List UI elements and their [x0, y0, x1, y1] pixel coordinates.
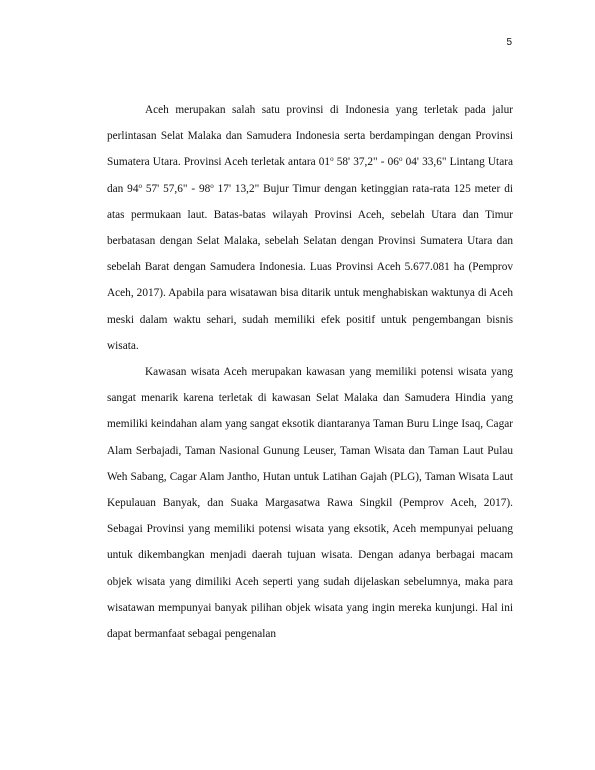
degree-superscript: o [138, 181, 142, 190]
text-run: 58' 37,2" - 06 [333, 156, 399, 169]
text-run: Kawasan wisata Aceh merupakan kawasan yang memiliki potensi wisata yang sangat menarik karena terletak di kawasan Selat Malaka dan Samudera Hindia yang memiliki keindahan alam yang sangat eksotik diantaranya Taman Buru Linge Isaq, Cagar Alam Serbajadi, Taman Nasional Gunung Leuser, Taman Wisata dan Taman Laut Pulau Weh Sabang, Cagar Alam Jantho, Hutan untuk Latihan Gajah (PLG), Taman Wisata Laut Kepulauan Banyak, dan Suaka Margasatwa Rawa Singkil (Pemprov Aceh, 2017). Sebagai Provinsi yang memiliki potensi wisata yang eksotik, Aceh mempunyai peluang untuk dikembangkan menjadi daerah tujuan wisata. Dengan adanya berbagai macam objek wisata yang dimiliki Aceh seperti yang sudah dijelaskan sebelumnya, maka para wisatawan mempunyai banyak pilihan objek wisata yang ingin mereka kunjungi. Hal ini dapat bermanfaat sebagai pengenalan [107, 366, 513, 641]
body-text [107, 97, 513, 647]
paragraph-1 [107, 97, 513, 359]
degree-superscript: o [330, 155, 334, 164]
text-run: 57' 57,6" - 98 [141, 182, 211, 195]
text-run: 17' 13,2" Bujur Timur dengan ketinggian rata-rata 125 meter di atas permukaan laut. Batas-batas wilayah Provinsi Aceh, sebelah Utara dan Timur berbatasan dengan Selat Malaka, sebelah Selatan dengan Provinsi Sumatera Utara dan sebelah Barat dengan Samudera Indonesia. Luas Provinsi Aceh 5.677.081 ha (Pemprov Aceh, 2017). Apabila para wisatawan bisa ditarik untuk menghabiskan waktunya di Aceh meski dalam waktu sehari, sudah memiliki efek positif untuk pengembangan bisnis wisata. [107, 182, 513, 352]
page-number: 5 [506, 37, 512, 48]
paragraph-2 [107, 359, 513, 647]
degree-superscript: o [398, 155, 403, 164]
text-run: 04' 33,6" Lintang Utara dan 94 [107, 156, 513, 195]
text-run: Aceh merupakan salah satu provinsi di Indonesia yang terletak pada jalur perlintasan Selat Malaka dan Samudera Indonesia serta berdampingan dengan Provinsi Sumatera Utara. Provinsi Aceh terletak antara 01 [107, 104, 513, 169]
degree-superscript: o [210, 181, 214, 190]
